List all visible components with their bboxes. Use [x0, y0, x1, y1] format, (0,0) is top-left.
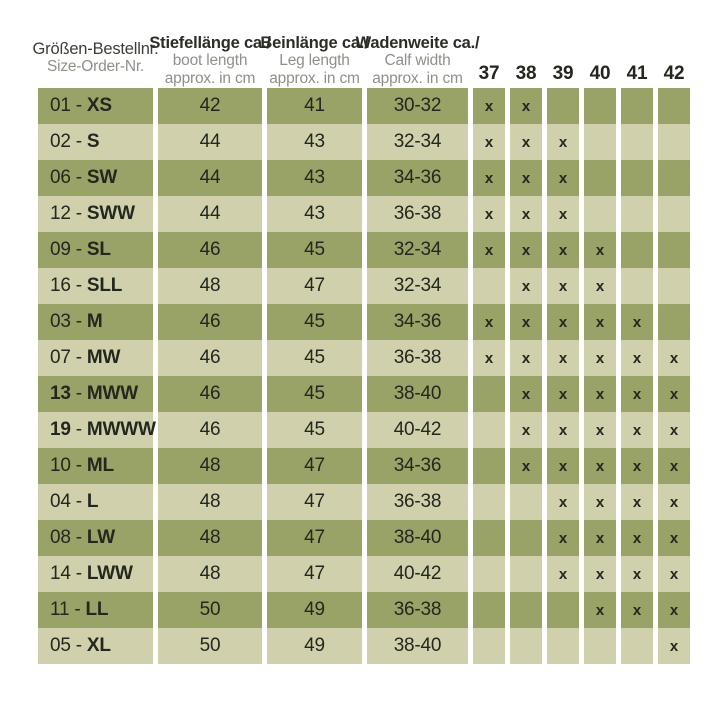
calf-width-cell: 36-38 [367, 340, 468, 376]
leg-length-cell: 47 [267, 448, 362, 484]
size-40-mark [584, 124, 616, 160]
size-order-cell [38, 376, 153, 412]
label-separator: - [75, 239, 82, 260]
header-size-order-en: Size-Order-Nr. [46, 58, 145, 76]
size-37-mark: x [473, 88, 505, 124]
size-38-mark [510, 592, 542, 628]
calf-width-cell: 30-32 [367, 88, 468, 124]
order-number: 03 [50, 311, 71, 332]
size-code: S [86, 131, 100, 152]
leg-length-cell: 41 [267, 88, 362, 124]
size-37-mark [473, 556, 505, 592]
size-code: LW [86, 527, 115, 548]
table-row [38, 268, 690, 304]
size-41-mark [621, 232, 653, 268]
order-number: 02 [50, 131, 71, 152]
header-shoe-size-41: 41 [626, 63, 648, 84]
order-number: 06 [50, 167, 71, 188]
size-order-cell [38, 412, 156, 448]
size-order-cell [38, 448, 153, 484]
header-shoe-size-40: 40 [589, 63, 611, 84]
table-row [38, 520, 690, 556]
size-code: SLL [86, 275, 123, 296]
order-number: 10 [50, 455, 71, 476]
header-shoe-size-38: 38 [515, 63, 537, 84]
size-39-mark: x [547, 304, 579, 340]
size-40-mark [584, 160, 616, 196]
size-40-mark: x [584, 484, 616, 520]
header-shoe-size-42: 42 [663, 63, 685, 84]
label-separator: - [74, 599, 81, 620]
size-38-mark: x [510, 412, 542, 448]
boot-length-cell: 46 [158, 340, 262, 376]
size-42-mark: x [658, 628, 690, 664]
size-41-mark: x [621, 592, 653, 628]
table-row [38, 412, 690, 448]
size-41-mark: x [621, 412, 653, 448]
size-39-mark: x [547, 448, 579, 484]
calf-width-cell: 36-38 [367, 196, 468, 232]
size-38-mark: x [510, 160, 542, 196]
label-separator: - [75, 95, 82, 116]
leg-length-cell: 43 [267, 160, 362, 196]
size-42-mark [658, 304, 690, 340]
size-42-mark [658, 160, 690, 196]
size-order-cell [38, 88, 153, 124]
size-40-mark: x [584, 520, 616, 556]
size-38-mark: x [510, 88, 542, 124]
size-code: SW [86, 167, 118, 188]
order-number: 05 [50, 635, 71, 656]
table-row [38, 232, 690, 268]
boot-length-cell: 46 [158, 376, 262, 412]
table-row [38, 160, 690, 196]
order-number: 07 [50, 347, 71, 368]
size-39-mark: x [547, 196, 579, 232]
table-row [38, 628, 690, 664]
header-shoe-size-39: 39 [552, 63, 574, 84]
size-37-mark [473, 412, 505, 448]
header-size-order [32, 28, 159, 88]
size-code: XL [86, 635, 111, 656]
size-41-mark [621, 196, 653, 232]
size-38-mark [510, 520, 542, 556]
calf-width-cell: 32-34 [367, 124, 468, 160]
size-40-mark [584, 88, 616, 124]
size-code: M [86, 311, 103, 332]
boot-length-cell: 48 [158, 448, 262, 484]
header-calf-width [355, 28, 480, 88]
header-leg-length-de: Beinlänge ca./ [260, 33, 369, 52]
size-42-mark [658, 232, 690, 268]
size-code: SL [86, 239, 111, 260]
header-calf-width-de: Wadenweite ca./ [355, 33, 480, 52]
size-39-mark: x [547, 412, 579, 448]
size-code: MW [86, 347, 121, 368]
size-37-mark: x [473, 196, 505, 232]
size-code: SWW [86, 203, 135, 224]
size-39-mark: x [547, 160, 579, 196]
order-number: 16 [50, 275, 71, 296]
header-boot-length-de: Stiefellänge ca./ [149, 33, 271, 52]
table-body [38, 88, 690, 664]
size-41-mark [621, 628, 653, 664]
size-38-mark: x [510, 232, 542, 268]
size-41-mark: x [621, 448, 653, 484]
size-40-mark: x [584, 304, 616, 340]
size-37-mark [473, 448, 505, 484]
order-number: 09 [50, 239, 71, 260]
leg-length-cell: 45 [267, 232, 362, 268]
order-number: 11 [50, 599, 70, 620]
size-38-mark: x [510, 376, 542, 412]
size-40-mark: x [584, 412, 616, 448]
label-separator: - [75, 167, 82, 188]
size-41-mark: x [621, 520, 653, 556]
header-leg-length-en: Leg length [279, 52, 350, 70]
size-42-mark: x [658, 556, 690, 592]
size-40-mark: x [584, 592, 616, 628]
table-header-row [32, 28, 690, 88]
size-order-cell [38, 304, 153, 340]
leg-length-cell: 47 [267, 268, 362, 304]
order-number: 01 [50, 95, 71, 116]
size-40-mark: x [584, 268, 616, 304]
size-39-mark [547, 88, 579, 124]
boot-length-cell: 46 [158, 232, 262, 268]
size-42-mark [658, 196, 690, 232]
size-41-mark [621, 88, 653, 124]
header-shoe-size-37: 37 [478, 63, 500, 84]
label-separator: - [75, 131, 82, 152]
header-calf-width-en: Calf width [384, 52, 451, 70]
size-code: MWW [86, 383, 138, 404]
size-order-cell [38, 484, 153, 520]
table-row [38, 556, 690, 592]
calf-width-cell: 36-38 [367, 592, 468, 628]
label-separator: - [75, 347, 82, 368]
leg-length-cell: 43 [267, 196, 362, 232]
size-42-mark: x [658, 592, 690, 628]
size-37-mark [473, 376, 505, 412]
calf-width-cell: 40-42 [367, 412, 468, 448]
size-39-mark: x [547, 520, 579, 556]
size-40-mark: x [584, 376, 616, 412]
size-37-mark: x [473, 232, 505, 268]
size-40-mark: x [584, 232, 616, 268]
header-leg-length-unit: approx. in cm [269, 70, 360, 88]
size-37-mark: x [473, 340, 505, 376]
leg-length-cell: 47 [267, 484, 362, 520]
size-order-cell [38, 556, 153, 592]
size-37-mark [473, 628, 505, 664]
size-order-cell [38, 268, 153, 304]
label-separator: - [75, 419, 82, 440]
boot-length-cell: 46 [158, 304, 262, 340]
label-separator: - [75, 311, 82, 332]
label-separator: - [75, 563, 82, 584]
table-row [38, 124, 690, 160]
size-42-mark [658, 124, 690, 160]
calf-width-cell: 32-34 [367, 232, 468, 268]
header-boot-length-en: boot length [172, 52, 248, 70]
size-40-mark: x [584, 340, 616, 376]
size-38-mark: x [510, 124, 542, 160]
order-number: 14 [50, 563, 71, 584]
boot-length-cell: 44 [158, 196, 262, 232]
table-row [38, 304, 690, 340]
label-separator: - [75, 383, 82, 404]
boot-length-cell: 44 [158, 160, 262, 196]
size-code: LL [85, 599, 109, 620]
size-order-cell [38, 124, 153, 160]
size-38-mark: x [510, 196, 542, 232]
boot-length-cell: 50 [158, 592, 262, 628]
header-leg-length [260, 28, 369, 88]
table-row [38, 196, 690, 232]
size-40-mark: x [584, 448, 616, 484]
size-order-cell [38, 196, 153, 232]
size-code: MWWW [86, 419, 156, 440]
label-separator: - [75, 491, 82, 512]
size-40-mark [584, 196, 616, 232]
size-41-mark [621, 268, 653, 304]
size-39-mark: x [547, 124, 579, 160]
size-38-mark: x [510, 304, 542, 340]
size-37-mark [473, 592, 505, 628]
size-41-mark [621, 160, 653, 196]
size-code: L [86, 491, 99, 512]
size-42-mark: x [658, 412, 690, 448]
size-42-mark: x [658, 376, 690, 412]
size-order-cell [38, 160, 153, 196]
size-37-mark: x [473, 304, 505, 340]
table-row [38, 88, 690, 124]
size-42-mark [658, 88, 690, 124]
size-38-mark [510, 628, 542, 664]
size-42-mark: x [658, 520, 690, 556]
header-boot-length [149, 28, 271, 88]
boot-length-cell: 42 [158, 88, 262, 124]
size-38-mark [510, 484, 542, 520]
size-40-mark: x [584, 556, 616, 592]
size-42-mark: x [658, 484, 690, 520]
size-38-mark [510, 556, 542, 592]
size-order-cell [38, 232, 153, 268]
calf-width-cell: 38-40 [367, 628, 468, 664]
calf-width-cell: 34-36 [367, 448, 468, 484]
table-row [38, 484, 690, 520]
order-number: 12 [50, 203, 71, 224]
leg-length-cell: 45 [267, 340, 362, 376]
calf-width-cell: 32-34 [367, 268, 468, 304]
size-39-mark [547, 628, 579, 664]
size-39-mark: x [547, 484, 579, 520]
header-calf-width-unit: approx. in cm [372, 70, 463, 88]
calf-width-cell: 40-42 [367, 556, 468, 592]
size-37-mark: x [473, 160, 505, 196]
order-number: 04 [50, 491, 71, 512]
size-37-mark [473, 268, 505, 304]
size-39-mark: x [547, 556, 579, 592]
size-table [32, 28, 690, 664]
size-37-mark: x [473, 124, 505, 160]
size-37-mark [473, 484, 505, 520]
size-42-mark: x [658, 448, 690, 484]
leg-length-cell: 49 [267, 628, 362, 664]
size-39-mark: x [547, 376, 579, 412]
label-separator: - [75, 635, 82, 656]
size-41-mark: x [621, 556, 653, 592]
order-number: 13 [50, 383, 71, 404]
size-41-mark: x [621, 304, 653, 340]
size-42-mark [658, 268, 690, 304]
boot-length-cell: 46 [158, 412, 262, 448]
calf-width-cell: 38-40 [367, 520, 468, 556]
size-order-cell [38, 592, 153, 628]
leg-length-cell: 49 [267, 592, 362, 628]
leg-length-cell: 47 [267, 556, 362, 592]
boot-length-cell: 50 [158, 628, 262, 664]
table-row [38, 448, 690, 484]
size-39-mark: x [547, 340, 579, 376]
size-38-mark: x [510, 340, 542, 376]
size-code: LWW [86, 563, 133, 584]
size-39-mark: x [547, 232, 579, 268]
header-boot-length-unit: approx. in cm [164, 70, 256, 88]
calf-width-cell: 34-36 [367, 304, 468, 340]
header-size-order-de: Größen-Bestellnr. [32, 39, 159, 58]
calf-width-cell: 34-36 [367, 160, 468, 196]
size-order-cell [38, 340, 153, 376]
leg-length-cell: 43 [267, 124, 362, 160]
size-42-mark: x [658, 340, 690, 376]
size-41-mark: x [621, 340, 653, 376]
table-row [38, 376, 690, 412]
size-37-mark [473, 520, 505, 556]
size-code: ML [86, 455, 114, 476]
size-41-mark: x [621, 484, 653, 520]
size-order-cell [38, 520, 153, 556]
leg-length-cell: 47 [267, 520, 362, 556]
order-number: 08 [50, 527, 71, 548]
table-row [38, 340, 690, 376]
leg-length-cell: 45 [267, 412, 362, 448]
size-40-mark [584, 628, 616, 664]
label-separator: - [75, 455, 82, 476]
size-38-mark: x [510, 268, 542, 304]
label-separator: - [75, 275, 82, 296]
table-row [38, 592, 690, 628]
leg-length-cell: 45 [267, 376, 362, 412]
size-41-mark [621, 124, 653, 160]
leg-length-cell: 45 [267, 304, 362, 340]
boot-length-cell: 44 [158, 124, 262, 160]
size-38-mark: x [510, 448, 542, 484]
size-code: XS [86, 95, 112, 116]
order-number: 19 [50, 419, 71, 440]
boot-length-cell: 48 [158, 520, 262, 556]
boot-length-cell: 48 [158, 268, 262, 304]
size-41-mark: x [621, 376, 653, 412]
calf-width-cell: 36-38 [367, 484, 468, 520]
label-separator: - [75, 203, 82, 224]
boot-length-cell: 48 [158, 484, 262, 520]
size-39-mark: x [547, 268, 579, 304]
size-order-cell [38, 628, 153, 664]
calf-width-cell: 38-40 [367, 376, 468, 412]
boot-length-cell: 48 [158, 556, 262, 592]
label-separator: - [75, 527, 82, 548]
size-39-mark [547, 592, 579, 628]
